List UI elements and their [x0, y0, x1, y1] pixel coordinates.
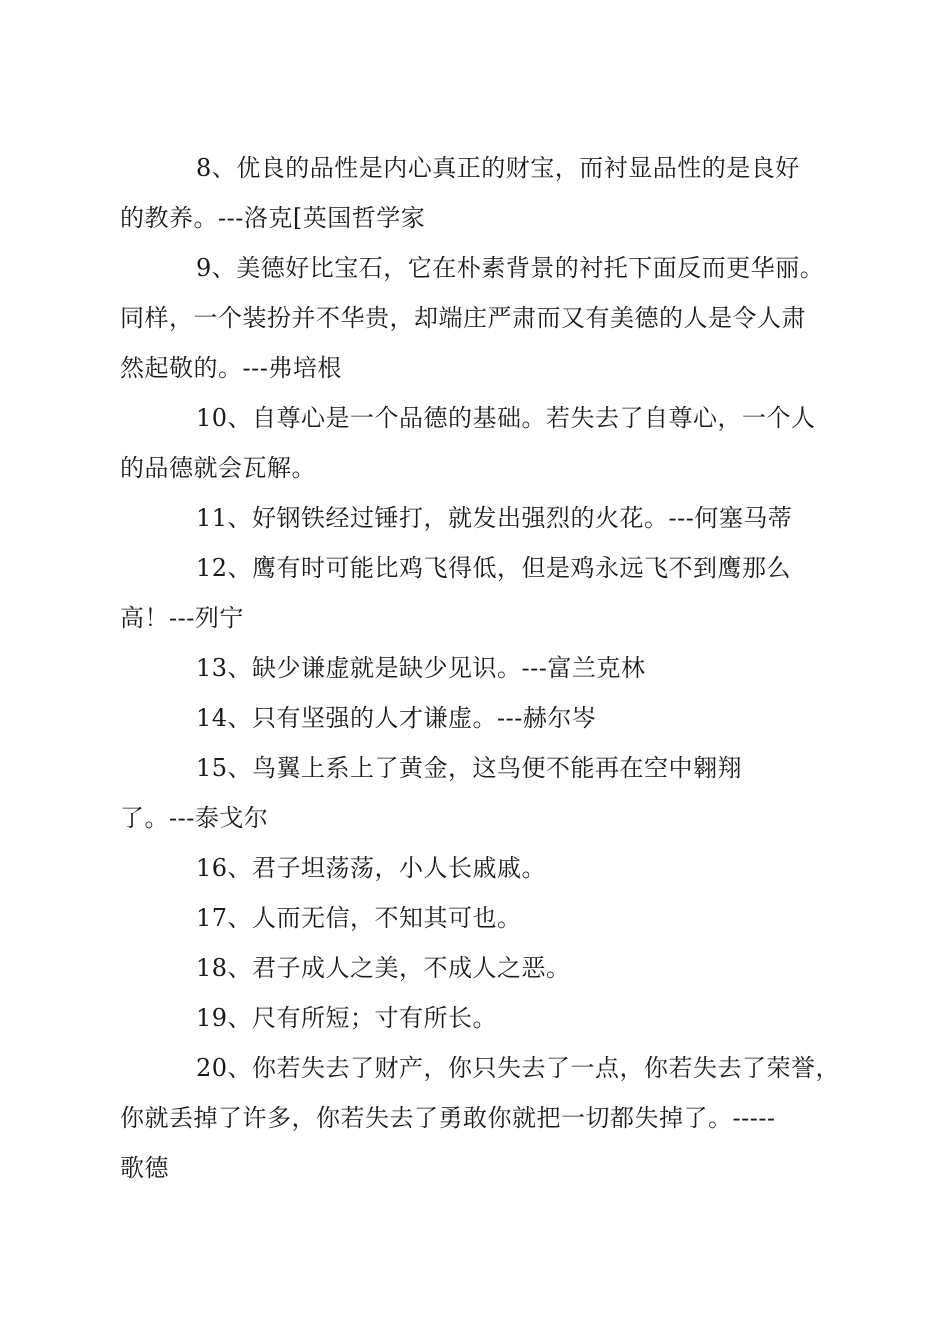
quote-item-13 — [120, 643, 840, 693]
quote-item-12 — [120, 543, 840, 643]
quote-line: 15、鸟翼上系上了黄金，这鸟便不能再在空中翱翔 — [196, 754, 743, 782]
quote-item-16 — [120, 843, 840, 893]
quote-line: 18、君子成人之美，不成人之恶。 — [196, 954, 571, 982]
quote-line: 8、优良的品性是内心真正的财宝，而衬显品性的是良好 — [196, 154, 800, 182]
quote-line: 14、只有坚强的人才谦虚。---赫尔岑 — [196, 704, 597, 732]
quote-line: 的教养。---洛克[英国哲学家 — [120, 204, 426, 232]
quote-line: 17、人而无信，不知其可也。 — [196, 904, 522, 932]
quote-line: 歌德 — [120, 1154, 169, 1182]
quote-item-9 — [120, 243, 840, 393]
quote-line: 同样，一个装扮并不华贵，却端庄严肃而又有美德的人是令人肃 — [120, 304, 806, 332]
quote-line: 高！---列宁 — [120, 604, 244, 632]
quote-item-17 — [120, 893, 840, 943]
quote-item-19 — [120, 993, 840, 1043]
quote-line: 12、鹰有时可能比鸡飞得低，但是鸡永远飞不到鹰那么 — [196, 554, 792, 582]
quote-line: 然起敬的。---弗培根 — [120, 354, 342, 382]
quote-item-10 — [120, 393, 840, 493]
quote-item-8 — [120, 143, 840, 243]
quote-line: 11、好钢铁经过锤打，就发出强烈的火花。---何塞马蒂 — [196, 504, 793, 532]
quote-list — [120, 143, 840, 1193]
quote-line: 了。---泰戈尔 — [120, 804, 269, 832]
quote-line: 你就丢掉了许多，你若失去了勇敢你就把一切都失掉了。----- — [120, 1104, 776, 1132]
quote-line: 13、缺少谦虚就是缺少见识。---富兰克林 — [196, 654, 646, 682]
quote-item-11 — [120, 493, 840, 543]
quote-item-20 — [120, 1043, 840, 1193]
quote-line: 20、你若失去了财产，你只失去了一点，你若失去了荣誉， — [196, 1054, 841, 1082]
quote-item-18 — [120, 943, 840, 993]
quote-line: 19、尺有所短；寸有所长。 — [196, 1004, 498, 1032]
quote-item-15 — [120, 743, 840, 843]
quote-line: 16、君子坦荡荡，小人长戚戚。 — [196, 854, 547, 882]
quote-line: 的品德就会瓦解。 — [120, 454, 316, 482]
quote-line: 9、美德好比宝石，它在朴素背景的衬托下面反而更华丽。 — [196, 254, 825, 282]
quote-item-14 — [120, 693, 840, 743]
quote-line: 10、自尊心是一个品德的基础。若失去了自尊心，一个人 — [196, 404, 816, 432]
